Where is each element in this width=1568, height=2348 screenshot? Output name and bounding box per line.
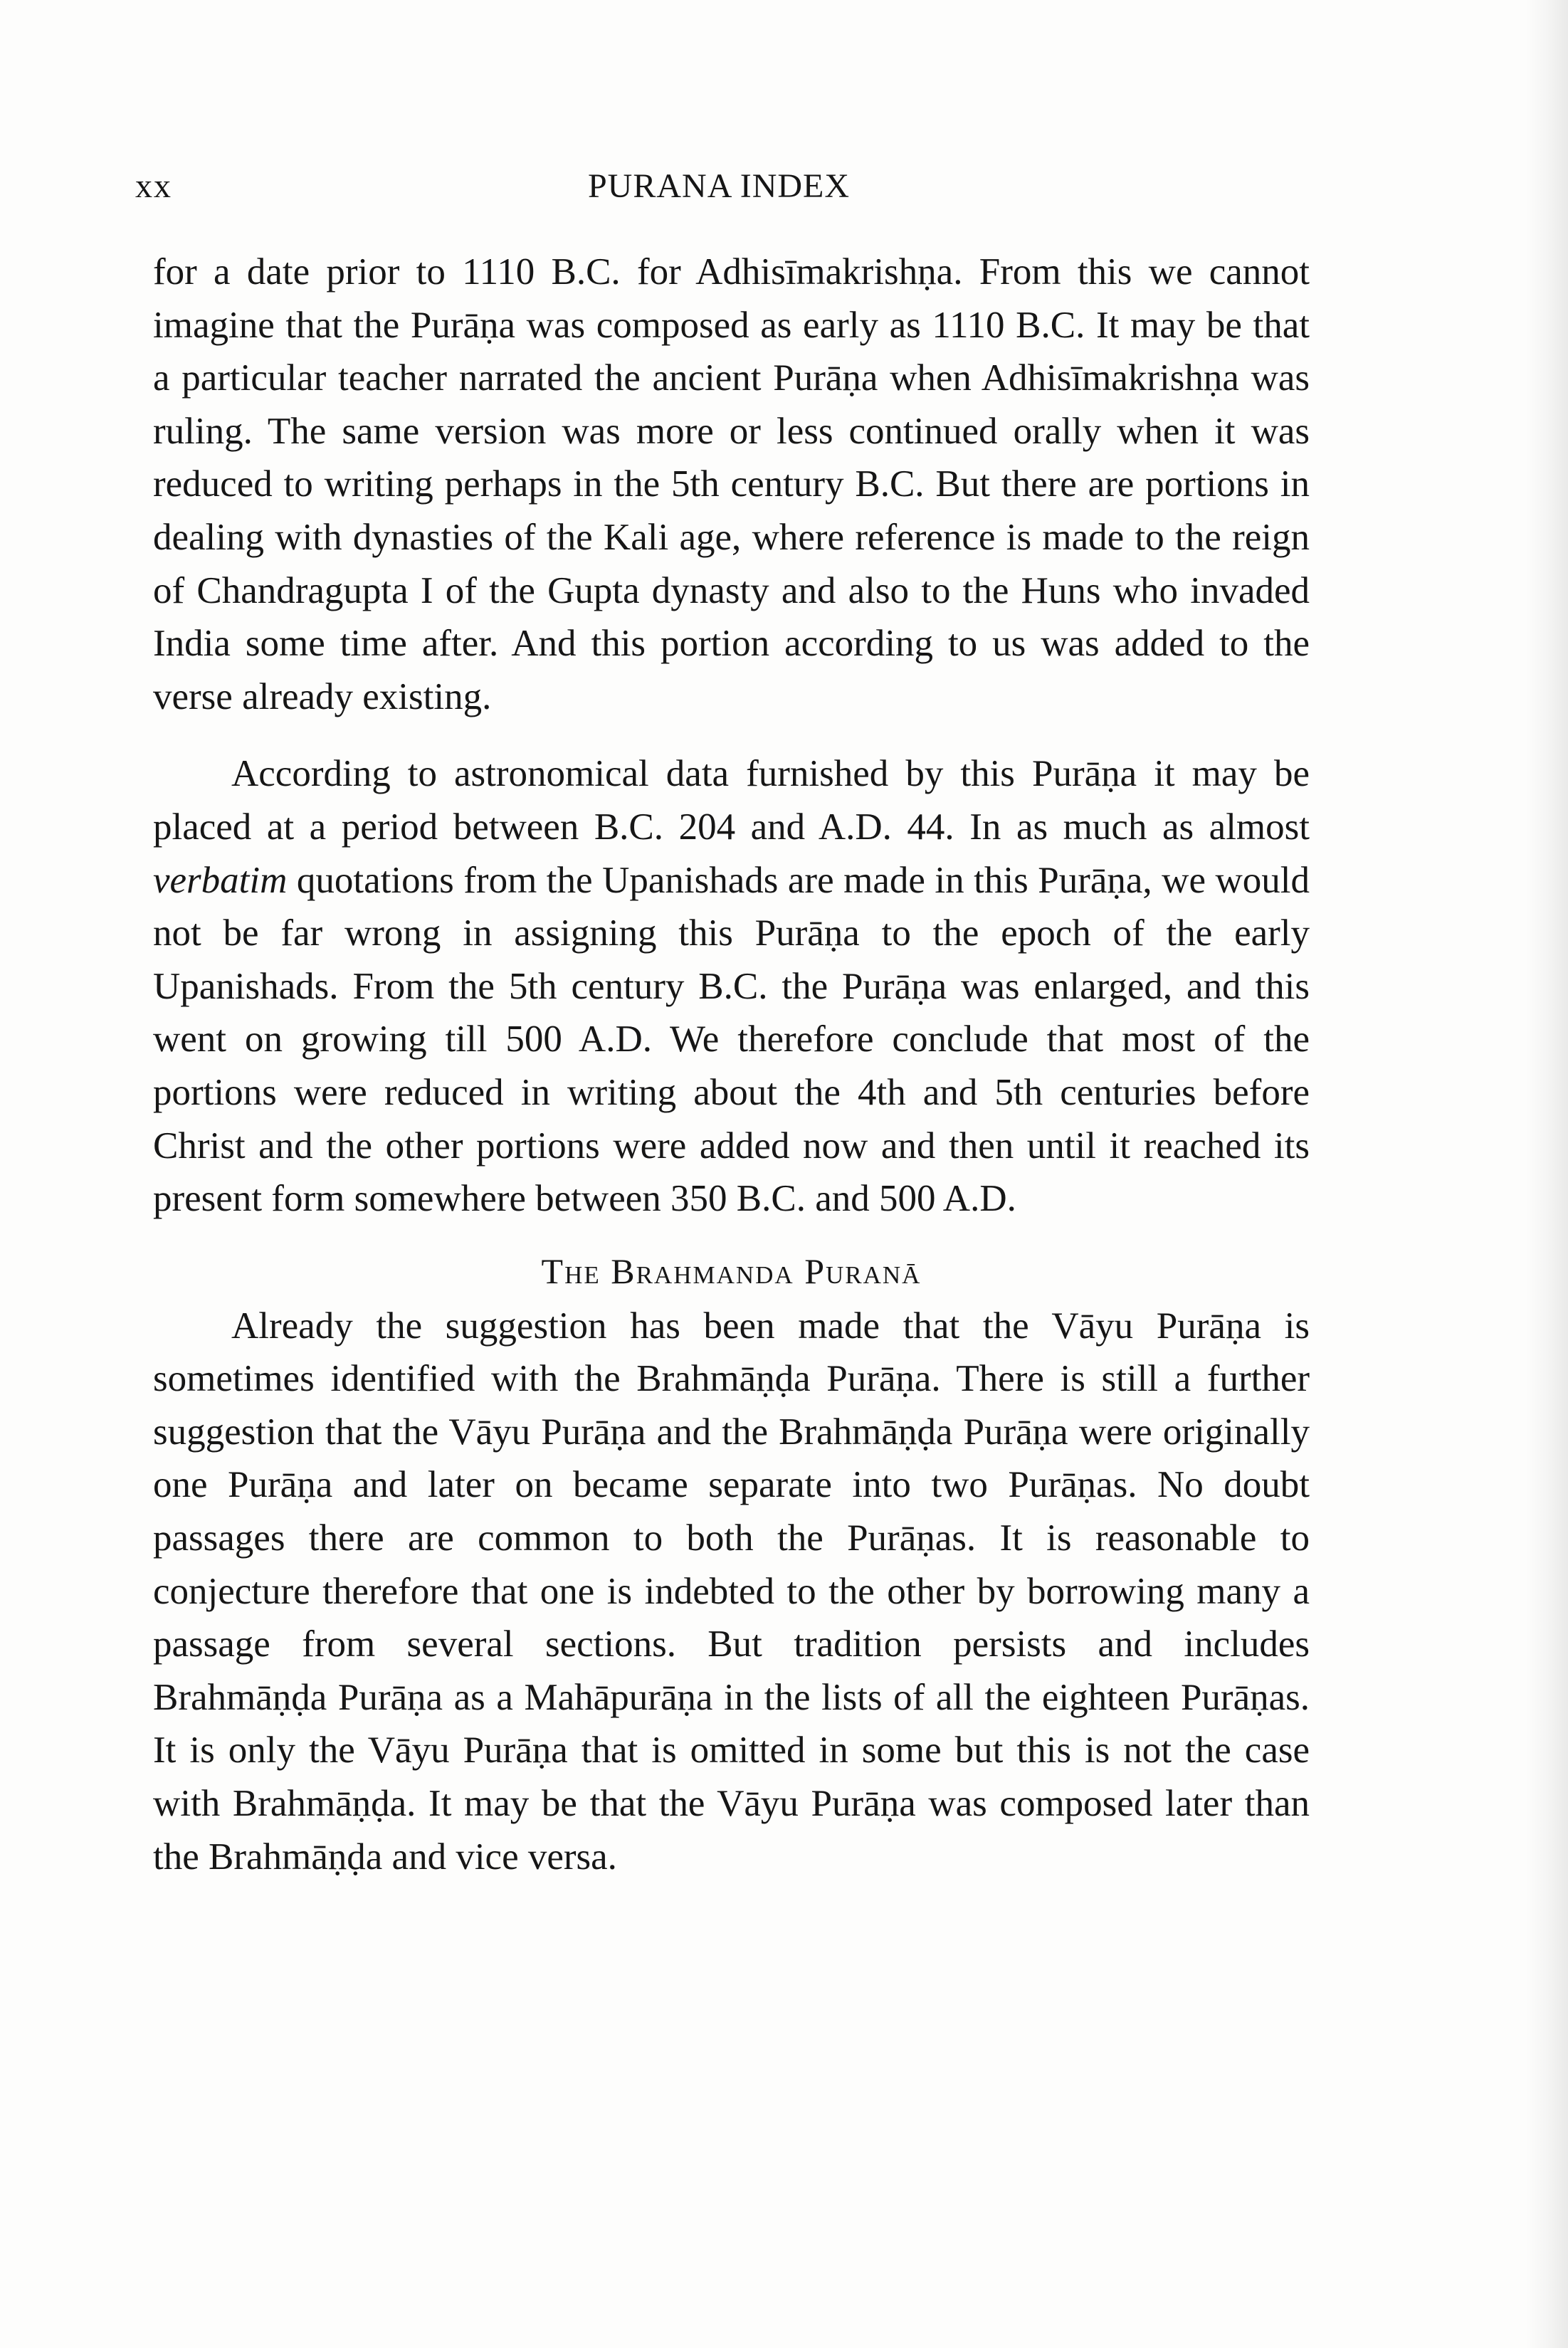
page-number: xx: [135, 167, 172, 205]
italic-term: verbatim: [153, 859, 288, 901]
paragraph-continued: for a date prior to 1110 B.C. for Adhisīmakrishṇa. From this we cannot imagine that the Purāṇa was composed as early as 1110 B.C. It may be that a particular teacher narrated the ancient Purāṇa when Adhisīmakrishṇa was ruling. The same version was more or less continued orally when it was reduced to writing perhaps in the 5th century B.C. But there are portions in dealing with dynasties of the Kali age, where reference is made to the reign of Chandragupta I of the Gupta dynasty and also to the Huns who invaded India some time after. And this portion according to us was added to the verse already existing.: [153, 251, 1310, 717]
paragraph-brahmanda: Already the suggestion has been made that the Vāyu Purāṇa is sometimes identified with the Brahmāṇḍa Purāṇa. There is still a further suggestion that the Vāyu Purāṇa and the Brahmāṇḍa Purāṇa were originally one Purāṇa and later on became separate into two Purāṇas. No doubt passages there are common to both the Purāṇas. It is reasonable to conjecture therefore that one is indebted to the other by borrowing many a passage from several sections. But tradition persists and includes Brahmāṇḍa Purāṇa as a Mahāpurāṇa in the lists of all the eighteen Purāṇas. It is only the Vāyu Purāṇa that is omitted in some but this is not the case with Brahmāṇḍa. It may be that the Vāyu Purāṇa was composed later than the Brahmāṇḍa and vice versa.: [153, 1305, 1310, 1878]
text-block: [153, 246, 1310, 1883]
paragraph-text: quotations from the Upanishads are made in this Purāṇa, we would not be far wrong in assigning this Purāṇa to the epoch of the early Upanishads. From the 5th century B.C. the Purāṇa was enlarged, and this went on growing till 500 A.D. We therefore conclude that most of the portions were reduced in writing about the 4th and 5th centuries before Christ and the other portions were added now and then until it reached its present form somewhere between 350 B.C. and 500 A.D.: [153, 859, 1310, 1220]
running-head: [135, 165, 1303, 208]
paragraph-astronomical-data: [153, 747, 1310, 1225]
paragraph-text: According to astronomical data furnished by this Purāṇa it may be placed at a period between B.C. 204 and A.D. 44. In as much as almost: [153, 753, 1310, 848]
page-edge-shadow: [1525, 0, 1568, 2348]
running-title: PURANA INDEX: [587, 167, 850, 205]
section-heading: The Brahmanda Puranā: [541, 1251, 922, 1291]
